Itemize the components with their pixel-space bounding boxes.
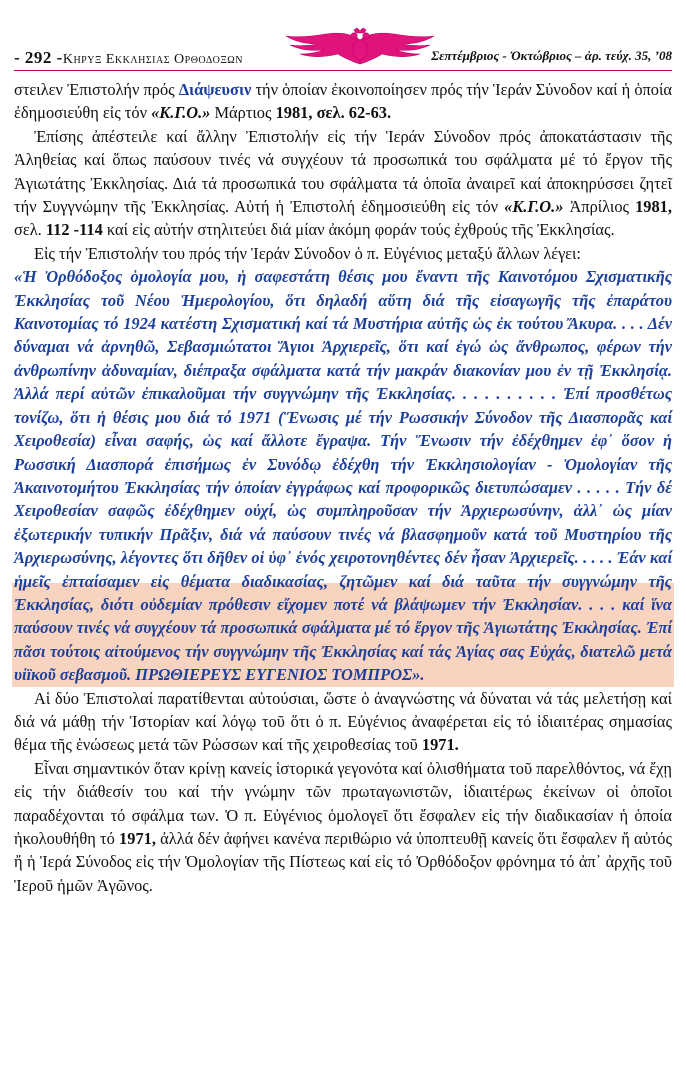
page-header [14,38,672,70]
text-run: Ἐπίσης ἀπέστειλε καί ἄλλην Ἐπιστολήν εἰς τήν Ἱεράν Σύνοδον πρός ἀποκατάστασιν τῆς Ἀληθείας καί ὅπως παύσουν τινές νά συγχέουν τά προσωπικά του σφάλματα μέ τό ἔργον τῆς Ἁγιωτάτης Ἐκκλησίας. Διά τά προσωπικά του σφάλματα τά ὁποῖα ἀναιρεῖ καί ἀποκηρύσσει ζητεῖ τήν Συγγνώμην τῆς Ἐκκλησίας. Αὐτή ἡ Ἐπιστολή ἐδημοσιεύθη εἰς τόν [14,126,672,217]
text-run: σελ. [14,220,46,240]
year: 1971, [119,829,156,848]
text-run: στειλεν Ἐπιστολήν πρός [14,80,179,99]
page-number: - 292 - [14,48,63,67]
issue-info: Σεπτέμβριος - Ὀκτώβριος – ἀρ. τεύχ. 35, ’08 [431,48,672,63]
header-rule [14,70,672,71]
paragraph-2 [14,125,672,242]
text-run: τήν ὁποίαν ἐκοινοποίησεν πρός τήν Ἱεράν Σύνοδον καί ἡ ὁποία ἐδημοσιεύθη εἰς τόν [14,80,672,123]
article-body [14,78,672,897]
emphasis-refutation: Διάψευσιν [178,80,252,99]
year: 1971. [421,735,459,755]
masthead: Κηρυξ Εκκλησιας Ορθοδοξων [62,52,243,67]
year: 1981, [635,197,672,217]
page-ref: 112 -114 [45,220,103,240]
text-run: Ἀπρίλιος [563,197,636,217]
text-run: Εἶναι σημαντικόν ὅταν κρίνῃ κανείς ἱστορικά γεγονότα καί ὀλισθήματα τοῦ παρελθόντος, νά ἔχῃ εἰς τήν διάθεσίν του καί τήν γνώμην τῶν πρωταγωνιστῶν, ἰδιαιτέρως ἐκείνων οἱ ὁποῖοι παραδέχονται τό σφάλμα των. Ὁ π. Εὐγένιος ὁμολογεῖ ὅτι ἔσφαλεν εἰς τήν διαδικασίαν ἡ ὁποία ἠκολουθήθη τό [14,758,672,848]
journal-abbrev: «Κ.Γ.Ο.» [151,103,211,123]
header-left [14,48,243,68]
letter-quote: «Ἡ Ὀρθόδοξος ὁμολογία μου, ἡ σαφεστάτη θέσις μου ἔναντι τῆς Καινοτόμου Σχισματικῆς Ἐκκλησίας τοῦ Νέου Ἡμερολογίου, ὅτι δηλαδή αὕτη διά τῆς εἰσαγωγῆς τῆς ἐπαράτου Καινοτομίας τό 1924 κατέστη Σχισματική καί τά Μυστήρια αὐτῆς ὡς ἐκ τούτου Ἄκυρα. . . . Δέν δύναμαι νά ἀρνηθῶ, Σεβασμιώτατοι Ἅγιοι Ἀρχιερεῖς, ὅτι καί ἐγώ ὡς ἄνθρωπος, φέρων τήν ἀνθρωπίνην ἀδυναμίαν, διέπραξα σφάλματα κατά τήν μακράν διακονίαν μου ἐν τῇ Ἐκκλησίᾳ. Ἀλλά περί αὐτῶν ἐπικαλοῦμαι τήν συγγνώμην τῆς Ἐκκλησίας. . . . . . . . . . Ἐπί προσθέτως τονίζω, ὅτι ἡ θέσις μου διά τό 1971 (Ἕνωσις μέ τήν Ρωσσικήν Σύνοδον τῆς Διασπορᾶς καί Χειροθεσία) εἶναι σαφής, ὡς καί ἄλλοτε ἔγραψα. Τήν Ἕνωσιν τήν ἐδέχθημεν ἐφ᾿ ὅσον ἡ Ρωσσική Διασπορά ἐπισήμως ἐν Συνόδῳ ἐδέχθη τήν Ἐκκλησιολογίαν - Ὁμολογίαν τῆς Ἀκαινοτομήτου Ἐκκλησίας τήν ὁποίαν ἐγγράφως καί προφορικῶς διετυπώσαμεν . . . . . Τήν δέ Χειροθεσίαν σαφῶς ἐδέχθημεν οὐχί, ὡς συμπληροῦσαν τήν Ἀρχιερωσύνην, ἀλλ᾿ ὡς μίαν ἐξωτερικήν τυπικήν Πρᾶξιν, διά νά παύσουν τινές νά βλασφημοῦν κατά τοῦ Μυστηρίου τῆς Ἀρχιερωσύνης, λέγοντες ὅτι δῆθεν οἱ ὑφ᾿ ἑνός χειροτονηθέντες δέν ἦσαν Ἀρχιερεῖς. . . . . Ἐάν καί ἡμεῖς ἐπταίσαμεν εἰς θέματα διαδικασίας, ζητῶμεν καί διά ταῦτα τήν συγγνώμην τῆς Ἐκκλησίας, διότι οὐδεμίαν πρόθεσιν εἴχομεν ποτέ νά βλάψωμεν τήν Ἐκκλησίαν. . . . καί ἵνα παύσουν τινές νά συγχέουν τά προσωπικά σφάλματα μέ τό ἔργον τῆς Ἁγιωτάτης Ἐκκλησίας. Ἐπί πᾶσι τούτοις αἰτούμενος τήν συγγνώμην τῆς Ἐκκλησίας καί τάς Ἁγίας σας Εὐχάς, διατελῶ μετά υἱϊκοῦ σεβασμοῦ. ΠΡΩΘΙΕΡΕΥΣ ΕΥΓΕΝΙΟΣ ΤΟΜΠΡΟΣ». [14,267,672,685]
text-run: ἀλλά δέν ἀφήνει κανένα περιθώριο νά ὑποπτευθῇ κανείς ὅτι ἔσφαλεν ἤ αὐτός ἤ ἡ Ἱερά Σύνοδος εἰς τήν Ὁμολογίαν τῆς Πίστεως καί εἰς τό Ὀρθόδοξον φρόνημα τό ἀπ᾿ ἀρχῆς τοῦ Ἱεροῦ ἡμῶν Ἀγῶνος. [14,829,672,895]
page-ref: σελ. 62-63. [316,103,392,123]
paragraph-5 [14,757,672,897]
double-headed-eagle-icon [282,28,438,68]
text-run: Αἱ δύο Ἐπιστολαί παρατίθενται αὐτούσιαι, ὥστε ὁ ἀναγνώστης νά δύναται νά τάς μελετήσῃ καί διά νά μάθῃ τήν Ἱστορίαν καί λόγῳ τοῦ ὅτι ὁ π. Εὐγένιος ἀναφέρεται εἰς τό ἰδιαιτέρας σημασίας θέμα τῆς ἑνώσεως μετά τῶν Ρώσσων καί τῆς χειροθεσίας τοῦ [14,688,672,755]
text-run: Μάρτιος [210,103,276,123]
paragraph-3-intro: Εἰς τήν Ἐπιστολήν του πρός τήν Ἱεράν Σύνοδον ὁ π. Εὐγένιος μεταξύ ἄλλων λέγει: [34,243,581,263]
paragraph-1 [14,78,672,125]
text-run: καί εἰς αὐτήν στηλιτεύει διά μίαν ἀκόμη φοράν τούς ἐχθρούς τῆς Ἐκκλησίας. [102,220,615,240]
year: 1981, [275,103,313,123]
paragraph-4 [14,687,672,757]
journal-abbrev: «Κ.Γ.Ο.» [504,197,564,217]
